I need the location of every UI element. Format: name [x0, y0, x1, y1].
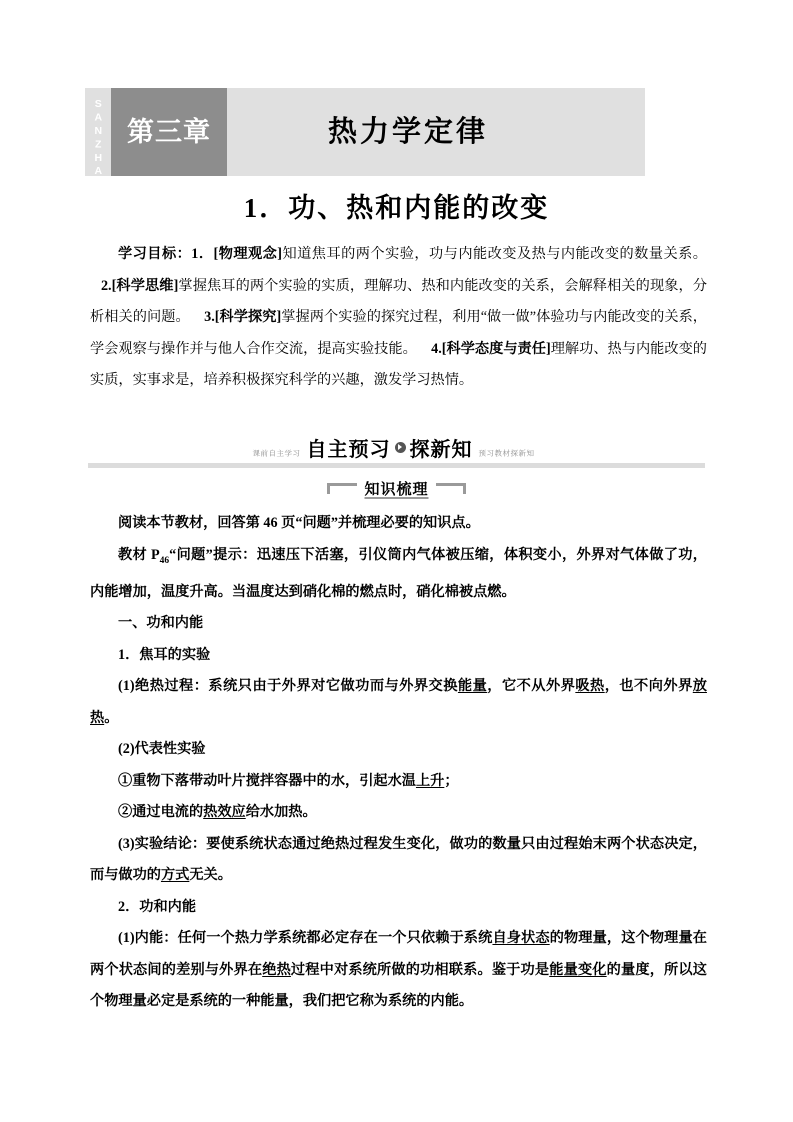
heading-gong-he-neineng: 一、功和内能: [118, 615, 204, 632]
p1-part-d: 。: [104, 709, 119, 726]
p4-part-a: ②通过电流的: [118, 804, 204, 821]
chapter-title: 热力学定律: [327, 115, 488, 148]
lesson-title: 1．功、热和内能的改变: [243, 193, 550, 223]
play-circle-icon: [395, 442, 406, 453]
chapter-pinyin: DI SANZHANG: [92, 58, 105, 206]
section-divider: [88, 463, 705, 468]
p3-part-a: ①重物下落带动叶片搅拌容器中的水，引起水温: [118, 772, 416, 789]
p1-underline-absorb-heat: 吸热: [575, 678, 605, 695]
body-content: [90, 508, 707, 1018]
chapter-number-box: [111, 88, 227, 176]
p1-part-a: (1)绝热过程：系统只由于外界对它做功而与外界交换: [118, 678, 458, 695]
heading-joule-experiment: 1．焦耳的实验: [118, 646, 211, 663]
chapter-banner: [85, 58, 645, 206]
p3-part-b: ；: [444, 772, 459, 789]
p6-part-d: 的量度，所以这个物理量必定是系统的一种能量，我们把它称为系统的内能。: [90, 961, 707, 1010]
objective-3-text: 掌握两个实验的探究过程，利用“做一做”体验功与内能改变的关系，学会观察与操作并与他人合作交流，提高实验技能。: [90, 309, 707, 357]
intro-paragraph: 阅读本节教材，回答第 46 页“问题”并梳理必要的知识点。: [118, 515, 480, 531]
objective-2-num: 2.: [100, 277, 112, 294]
paragraph-experiment-conclusion: [90, 829, 707, 892]
section-banner-main-right: 探新知: [409, 438, 473, 461]
bracket-left-icon: [327, 483, 357, 494]
textbook-prompt-rest: “问题”提示：迅速压下活塞，引仪筒内气体被压缩，体积变小，外界对气体做了功，内能增加，温度升高。当温度达到硝化棉的燃点时，硝化棉被点燃。: [90, 546, 707, 600]
p1-part-b: ，它不从外界: [487, 678, 576, 695]
heading-work-and-internal-energy: 2．功和内能: [118, 898, 197, 915]
p4-underline-thermal-effect: 热效应: [203, 804, 246, 821]
p5-part-b: 无关。: [189, 867, 232, 884]
knowledge-heading: [0, 478, 793, 499]
paragraph-experiment-1: [90, 766, 707, 798]
p5-underline-method: 方式: [160, 867, 190, 884]
p6-underline-own-state: 自身状态: [492, 930, 550, 947]
p6-underline-energy-change: 能量变化: [549, 961, 607, 978]
p3-underline-rise: 上升: [415, 772, 445, 789]
textbook-prompt-paragraph: [90, 540, 707, 609]
section-banner-main-left: 自主预习: [306, 438, 391, 461]
objective-4-text: 理解功、热与内能改变的实质，实事求是，培养积极探究科学的兴趣，激发学习热情。: [90, 340, 707, 388]
chapter-number-label: 第三章: [127, 116, 211, 147]
objective-1-tag: [物理观念]: [213, 246, 283, 262]
objective-1-num: 1．: [191, 246, 214, 262]
paragraph-internal-energy-definition: [90, 923, 707, 1018]
section-banner: [88, 430, 705, 464]
p4-part-b: 给水加热。: [245, 804, 317, 821]
textbook-prompt-prefix: 教材 P: [118, 546, 160, 563]
p6-part-c: 过程中对系统所做的功相联系。鉴于功是: [290, 961, 550, 978]
learning-objectives: [90, 239, 707, 397]
chapter-title-area: [227, 88, 645, 176]
paragraph-adiabatic-process: [90, 671, 707, 734]
objective-3-tag: [科学探究]: [214, 309, 282, 325]
p1-underline-release-heat: 放热: [90, 678, 707, 726]
chapter-pinyin-strip: [85, 58, 111, 206]
textbook-prompt-sub: 46: [159, 555, 170, 566]
paragraph-experiment-2: [90, 797, 707, 829]
objective-4-num: 4.: [431, 340, 442, 357]
objective-1-text: 知道焦耳的两个实验，功与内能改变及热与内能改变的数量关系。: [282, 246, 707, 262]
p6-underline-adiabatic: 绝热: [262, 961, 291, 978]
objective-2-tag: [科学思维]: [111, 277, 179, 294]
section-banner-main: [307, 433, 473, 462]
p6-part-b: 的物理量，这个物理量在两个状态间的差别与外界在: [90, 930, 707, 978]
knowledge-heading-label: 知识梳理: [364, 481, 429, 498]
p6-part-a: (1)内能：任何一个热力学系统都必定存在一个只依赖于系统: [118, 930, 493, 947]
p1-underline-energy: 能量: [457, 678, 488, 695]
section-banner-deco-left: 课前自主学习: [252, 448, 301, 458]
objective-4-tag: [科学态度与责任]: [441, 340, 551, 357]
objectives-label: 学习目标：: [118, 246, 192, 262]
bracket-right-icon: [436, 483, 466, 494]
objective-2-text: 掌握焦耳的两个实验的实质，理解功、热和内能改变的关系，会解释相关的现象，分析相关的问题。: [90, 277, 708, 325]
objective-3-num: 3.: [204, 309, 215, 325]
p5-part-a: (3)实验结论：要使系统状态通过绝热过程发生变化，做功的数量只由过程始末两个状态决定，而与做功的: [90, 835, 707, 884]
section-banner-deco-right: 预习教材探新知: [478, 448, 535, 458]
p1-part-c: ，也不向外界: [604, 678, 693, 695]
paragraph-representative-experiment: (2)代表性实验: [118, 741, 206, 758]
